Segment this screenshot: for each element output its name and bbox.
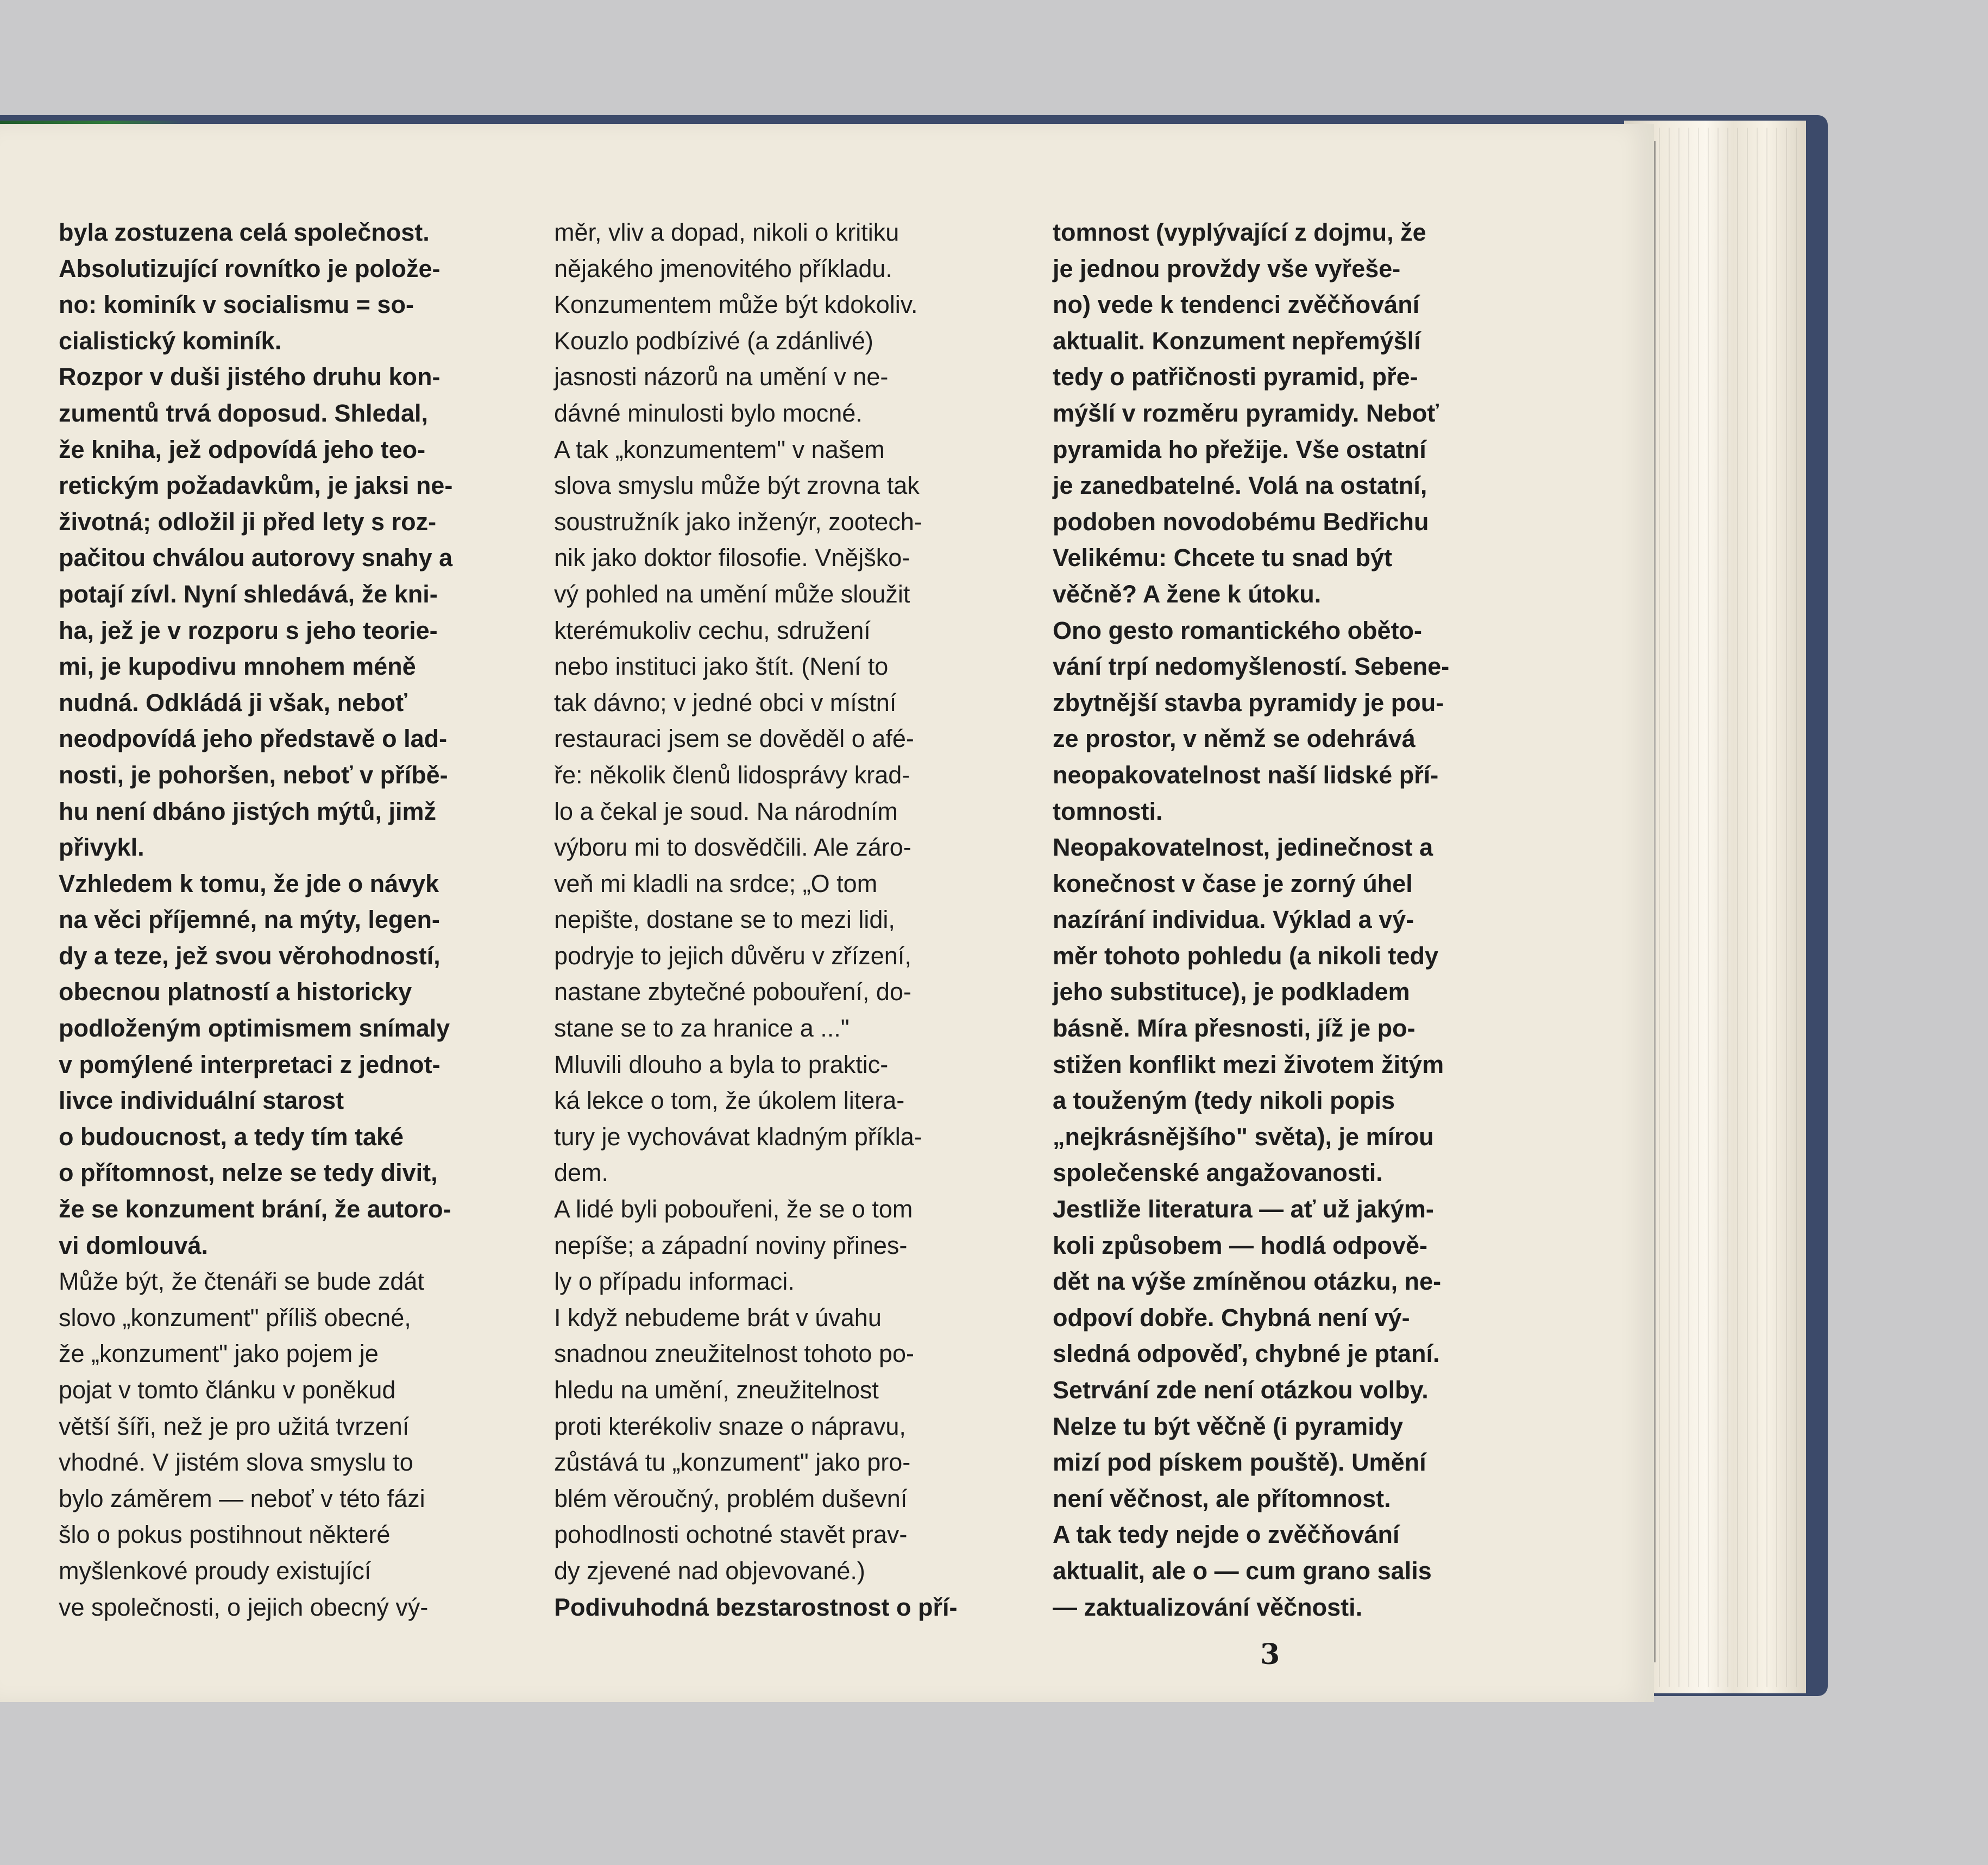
- text-line: stižen konflikt mezi životem žitým: [1053, 1050, 1444, 1078]
- text-line: ká lekce o tom, že úkolem litera-: [554, 1087, 905, 1115]
- text-line: výboru mi to dosvědčili. Ale záro-: [554, 833, 911, 862]
- text-line: že „konzument" jako pojem je: [59, 1340, 379, 1368]
- text-line: a touženým (tedy nikoli popis: [1053, 1087, 1395, 1115]
- text-line: Neopakovatelnost, jedinečnost a: [1053, 833, 1433, 862]
- text-line: kterémukoliv cechu, sdružení: [554, 616, 871, 644]
- text-line: měr, vliv a dopad, nikoli o kritiku: [554, 218, 899, 246]
- text-line: větší šíři, než je pro užitá tvrzení: [59, 1412, 410, 1440]
- text-line: retickým požadavkům, je jaksi ne-: [59, 472, 453, 500]
- text-line: mizí pod pískem pouště). Umění: [1053, 1448, 1426, 1477]
- text-line: nějakého jmenovitého příkladu.: [554, 254, 892, 282]
- text-line: ly o případu informaci.: [554, 1267, 795, 1296]
- text-line: slova smyslu může být zrovna tak: [554, 472, 920, 500]
- text-line: Konzumentem může být kdokoliv.: [554, 291, 918, 319]
- text-line: pohodlnosti ochotné stavět prav-: [554, 1521, 908, 1549]
- text-line: že kniha, jež odpovídá jeho teo-: [59, 435, 426, 463]
- text-line: věčně? A žene k útoku.: [1053, 580, 1322, 608]
- text-column-middle: [554, 215, 1013, 1632]
- text-line: veň mi kladli na srdce; „O tom: [554, 869, 878, 897]
- text-line: vý pohled na umění může sloužit: [554, 580, 910, 608]
- text-column-right: [1053, 215, 1520, 1632]
- text-line: dem.: [554, 1159, 609, 1187]
- text-line: „nejkrásnějšího" světa), je mírou: [1053, 1122, 1434, 1151]
- page-number: 3: [1260, 1638, 1280, 1671]
- text-line: — zaktualizování věčnosti.: [1053, 1593, 1363, 1621]
- text-line: bylo záměrem — neboť v této fázi: [59, 1484, 425, 1512]
- text-line: sledná odpověď, chybné je ptaní.: [1053, 1340, 1440, 1368]
- text-line: o budoucnost, a tedy tím také: [59, 1122, 404, 1151]
- text-line: Kouzlo podbízivé (a zdánlivé): [554, 326, 873, 355]
- text-line: byla zostuzena celá společnost.: [59, 218, 430, 246]
- text-line: livce individuální starost: [59, 1087, 344, 1115]
- text-line: v pomýlené interpretaci z jednot-: [59, 1050, 441, 1078]
- text-line: zumentů trvá doposud. Shledal,: [59, 399, 429, 427]
- text-line: vi domlouvá.: [59, 1231, 209, 1259]
- text-line: hu není dbáno jistých mýtů, jimž: [59, 797, 437, 825]
- text-line: vání trpí nedomyšleností. Sebene-: [1053, 652, 1450, 681]
- text-line: ve společnosti, o jejich obecný vý-: [59, 1593, 429, 1621]
- text-line: životná; odložil ji před lety s roz-: [59, 507, 437, 536]
- text-line: mýšlí v rozměru pyramidy. Neboť: [1053, 399, 1439, 427]
- text-line: Ono gesto romantického oběto-: [1053, 616, 1423, 644]
- text-line: neodpovídá jeho představě o lad-: [59, 725, 448, 753]
- text-line: tomnost (vyplývající z dojmu, že: [1053, 218, 1426, 246]
- text-line: hledu na umění, zneužitelnost: [554, 1376, 879, 1404]
- text-line: je zanedbatelné. Volá na ostatní,: [1053, 472, 1427, 500]
- text-line: tedy o patřičnosti pyramid, pře-: [1053, 363, 1418, 391]
- text-line: nik jako doktor filosofie. Vnějško-: [554, 544, 910, 572]
- text-line: A tak „konzumentem" v našem: [554, 435, 885, 463]
- text-line: no) vede k tendenci zvěčňování: [1053, 291, 1420, 319]
- text-line: zůstává tu „konzument" jako pro-: [554, 1448, 911, 1477]
- text-line: aktualit, ale o — cum grano salis: [1053, 1556, 1432, 1585]
- text-line: Podivuhodná bezstarostnost o pří-: [554, 1593, 958, 1621]
- text-line: pojat v tomto článku v poněkud: [59, 1376, 396, 1404]
- text-line: lo a čekal je soud. Na národním: [554, 797, 898, 825]
- text-line: I když nebudeme brát v úvahu: [554, 1303, 882, 1332]
- text-line: restauraci jsem se dověděl o afé-: [554, 725, 914, 753]
- text-line: dět na výše zmíněnou otázku, ne-: [1053, 1267, 1442, 1296]
- text-line: měr tohoto pohledu (a nikoli tedy: [1053, 941, 1439, 970]
- text-line: konečnost v čase je zorný úhel: [1053, 869, 1413, 897]
- text-line: na věci příjemné, na mýty, legen-: [59, 906, 440, 934]
- text-line: nudná. Odkládá ji však, neboť: [59, 688, 407, 717]
- text-line: dy zjevené nad objevované.): [554, 1556, 865, 1585]
- text-line: společenské angažovanosti.: [1053, 1159, 1383, 1187]
- text-line: myšlenkové proudy existující: [59, 1556, 372, 1585]
- text-line: nepište, dostane se to mezi lidi,: [554, 906, 895, 934]
- text-line: ha, jež je v rozporu s jeho teorie-: [59, 616, 438, 644]
- text-line: že se konzument brání, že autoro-: [59, 1195, 451, 1223]
- text-line: snadnou zneužitelnost tohoto po-: [554, 1340, 914, 1368]
- text-line: Může být, že čtenáři se bude zdát: [59, 1267, 424, 1296]
- text-line: nosti, je pohoršen, neboť v příbě-: [59, 761, 448, 789]
- text-line: jasnosti názorů na umění v ne-: [554, 363, 889, 391]
- text-line: Setrvání zde není otázkou volby.: [1053, 1376, 1429, 1404]
- text-line: obecnou platností a historicky: [59, 978, 412, 1006]
- text-line: pačitou chválou autorovy snahy a: [59, 544, 453, 572]
- text-line: Vzhledem k tomu, že jde o návyk: [59, 869, 439, 897]
- text-line: Rozpor v duši jistého druhu kon-: [59, 363, 441, 391]
- text-column-left: [59, 215, 515, 1632]
- text-line: neopakovatelnost naší lidské pří-: [1053, 761, 1439, 789]
- text-line: přivykl.: [59, 833, 144, 862]
- text-line: tury je vychovávat kladným příkla-: [554, 1122, 922, 1151]
- text-line: básně. Míra přesnosti, jíž je po-: [1053, 1014, 1415, 1043]
- text-line: ze prostor, v němž se odehrává: [1053, 725, 1415, 753]
- text-line: podloženým optimismem snímaly: [59, 1014, 450, 1043]
- text-line: slovo „konzument" příliš obecné,: [59, 1303, 411, 1332]
- text-line: nazírání individua. Výklad a vý-: [1053, 906, 1414, 934]
- text-line: je jednou provždy vše vyřeše-: [1053, 254, 1401, 282]
- text-line: zbytnější stavba pyramidy je pou-: [1053, 688, 1444, 717]
- text-line: Nelze tu být věčně (i pyramidy: [1053, 1412, 1404, 1440]
- text-line: stane se to za hranice a ...": [554, 1014, 850, 1043]
- text-line: odpoví dobře. Chybná není vý-: [1053, 1303, 1410, 1332]
- text-line: ře: několik členů lidosprávy krad-: [554, 761, 910, 789]
- text-line: šlo o pokus postihnout některé: [59, 1521, 391, 1549]
- text-line: A tak tedy nejde o zvěčňování: [1053, 1521, 1400, 1549]
- text-line: nastane zbytečné pobouření, do-: [554, 978, 911, 1006]
- text-line: pyramida ho přežije. Vše ostatní: [1053, 435, 1426, 463]
- text-line: o přítomnost, nelze se tedy divit,: [59, 1159, 438, 1187]
- text-line: Velikému: Chcete tu snad být: [1053, 544, 1393, 572]
- text-line: A lidé byli pobouřeni, že se o tom: [554, 1195, 913, 1223]
- text-line: soustružník jako inženýr, zootech-: [554, 507, 922, 536]
- text-line: cialistický kominík.: [59, 326, 282, 355]
- text-line: Mluvili dlouho a byla to praktic-: [554, 1050, 889, 1078]
- text-line: tak dávno; v jedné obci v místní: [554, 688, 897, 717]
- text-line: Absolutizující rovnítko je polože-: [59, 254, 441, 282]
- text-line: potají zívl. Nyní shledává, že kni-: [59, 580, 438, 608]
- text-line: mi, je kupodivu mnohem méně: [59, 652, 416, 681]
- text-line: jeho substituce), je podkladem: [1053, 978, 1410, 1006]
- text-line: dy a teze, jež svou věrohodností,: [59, 941, 441, 970]
- text-line: Jestliže literatura — ať už jakým-: [1053, 1195, 1434, 1223]
- text-line: aktualit. Konzument nepřemýšlí: [1053, 326, 1421, 355]
- text-line: proti kterékoliv snaze o nápravu,: [554, 1412, 906, 1440]
- text-line: nebo instituci jako štít. (Není to: [554, 652, 889, 681]
- text-line: není věčnost, ale přítomnost.: [1053, 1484, 1391, 1512]
- text-line: dávné minulosti bylo mocné.: [554, 399, 863, 427]
- text-line: podoben novodobému Bedřichu: [1053, 507, 1429, 536]
- text-line: no: kominík v socialismu = so-: [59, 291, 414, 319]
- text-line: blém věroučný, problém duševní: [554, 1484, 908, 1512]
- text-line: koli způsobem — hodlá odpově-: [1053, 1231, 1428, 1259]
- text-line: podryje to jejich důvěru v zřízení,: [554, 941, 911, 970]
- text-line: vhodné. V jistém slova smyslu to: [59, 1448, 413, 1477]
- text-line: tomnosti.: [1053, 797, 1163, 825]
- text-line: nepíše; a západní noviny přines-: [554, 1231, 908, 1259]
